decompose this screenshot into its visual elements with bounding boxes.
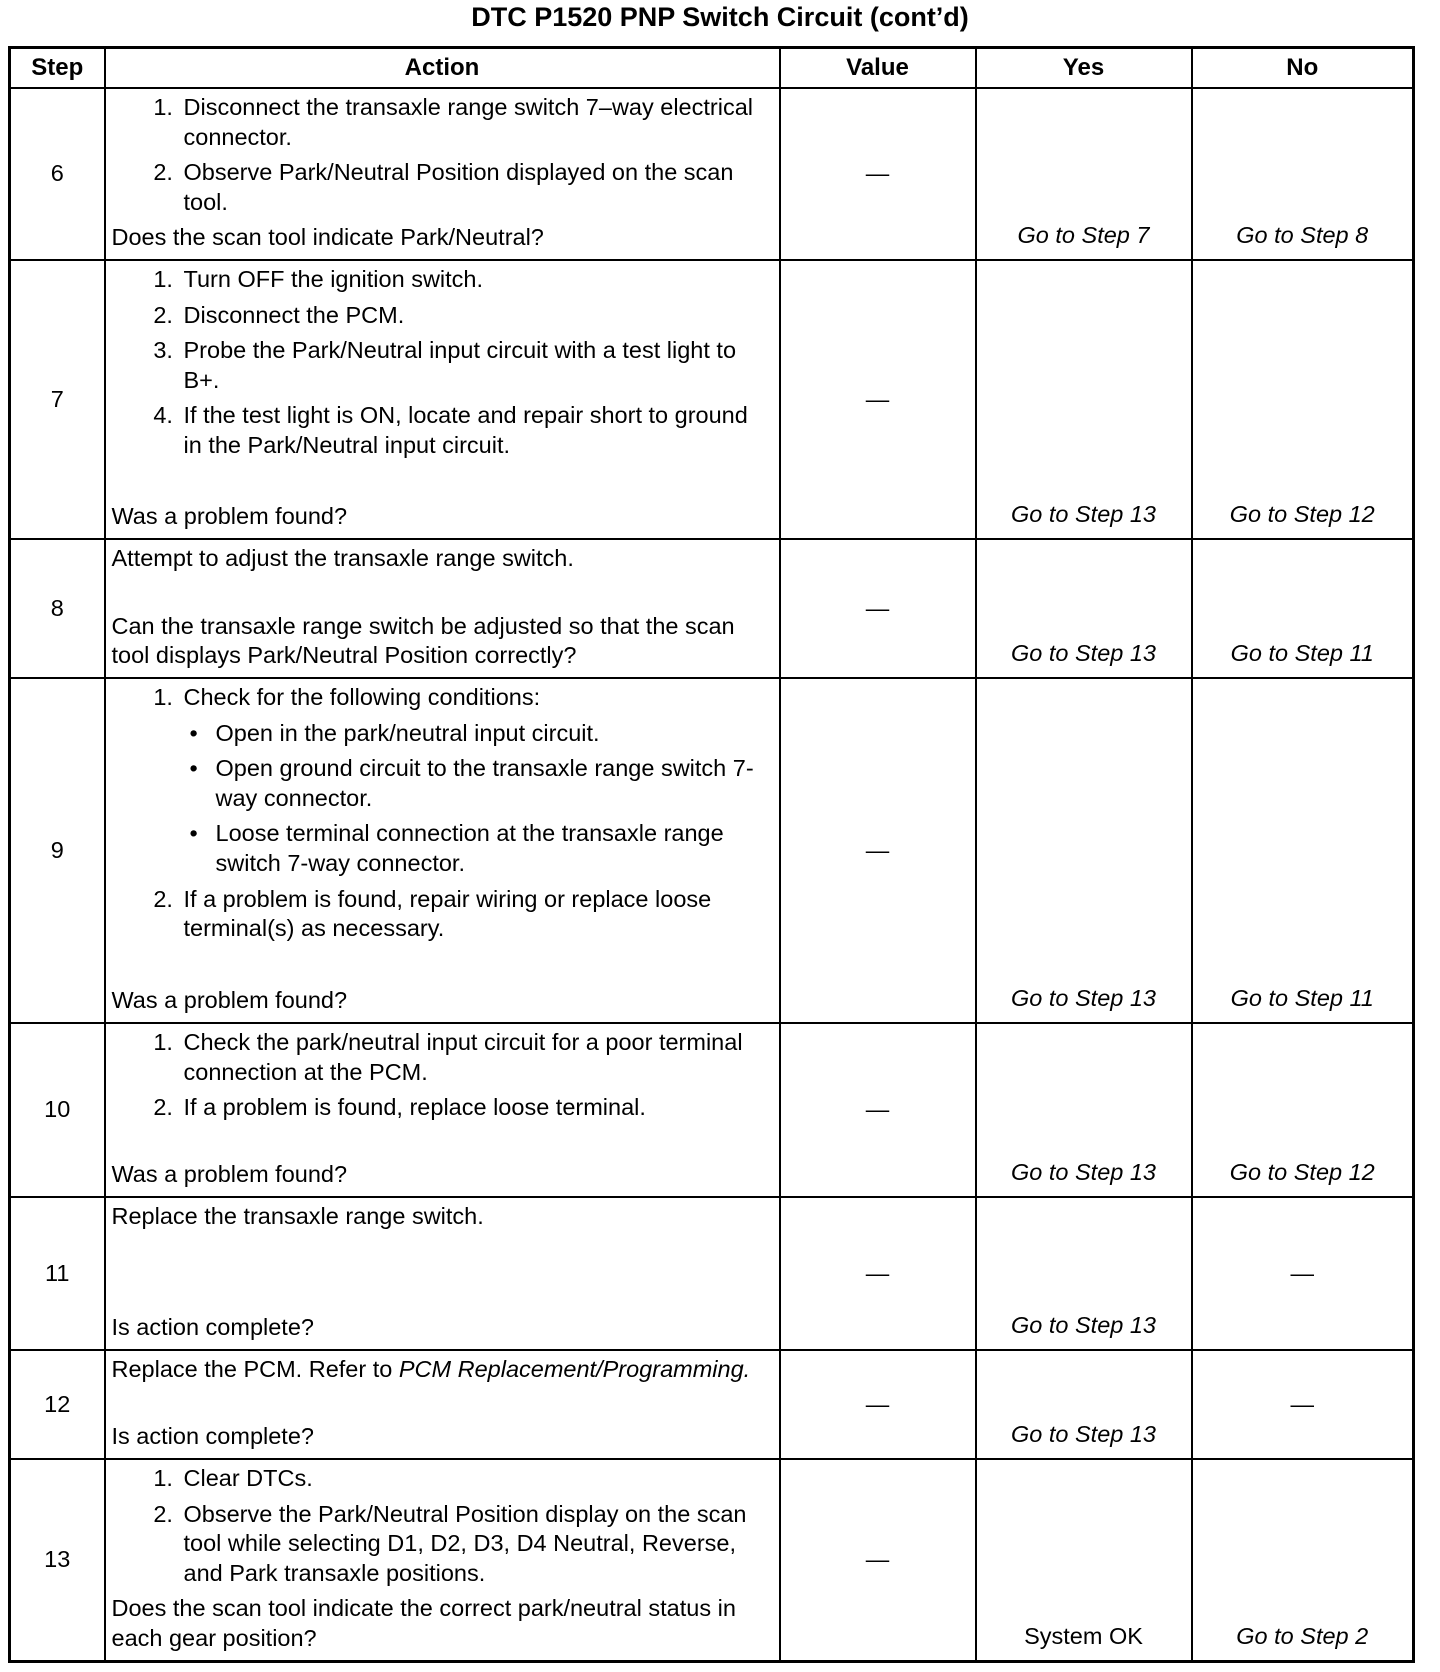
step-number: 12 [10,1350,105,1459]
yes-cell: Go to Step 13 [976,539,1192,678]
action-item: 1. Check the park/neutral input circuit for a poor terminal connection at the PCM. [180,1028,773,1087]
action-question: Does the scan tool indicate Park/Neutral? [111,224,544,251]
step-number: 11 [10,1197,105,1350]
header-value: Value [780,48,976,89]
page-title: DTC P1520 PNP Switch Circuit (cont’d) [471,2,969,32]
no-cell: Go to Step 12 [1192,1023,1414,1197]
no-cell: — [1192,1350,1414,1459]
condition-item: • Open ground circuit to the transaxle range switch 7-way connector. [216,754,773,813]
action-cell [105,88,780,260]
action-item: 1. Clear DTCs. [180,1464,773,1494]
step-number: 7 [10,260,105,539]
table-header-row [10,48,1414,89]
action-item: 2. Observe Park/Neutral Position displayed on the scan tool. [180,158,773,217]
action-cell [105,1197,780,1350]
yes-cell: Go to Step 7 [976,88,1192,260]
step-number: 8 [10,539,105,678]
action-question: Can the transaxle range switch be adjusted so that the scan tool displays Park/Neutral Position correctly? [111,612,735,669]
step-number: 9 [10,678,105,1023]
action-item: 2. If a problem is found, replace loose terminal. [180,1093,773,1123]
table-row [10,539,1414,678]
header-step: Step [10,48,105,89]
step-number: 10 [10,1023,105,1197]
action-text: Replace the transaxle range switch. [111,1203,484,1230]
action-cell [105,678,780,1023]
action-cell [105,1023,780,1197]
condition-list [184,719,773,879]
table-row [10,1350,1414,1459]
action-item-text: Check for the following conditions: [183,684,541,711]
header-action: Action [105,48,780,89]
table-row [10,260,1414,539]
action-cell [105,1350,780,1459]
table-row [10,1197,1414,1350]
action-cell [105,1459,780,1661]
action-cell [105,539,780,678]
action-question: Was a problem found? [111,503,348,530]
diagnostic-table [8,46,1415,1663]
action-question: Was a problem found? [111,1161,348,1188]
no-cell: Go to Step 2 [1192,1459,1414,1661]
value-cell: — [780,678,976,1023]
yes-cell: Go to Step 13 [976,1023,1192,1197]
no-cell: Go to Step 12 [1192,260,1414,539]
table-row [10,678,1414,1023]
value-cell: — [780,1459,976,1661]
action-item: 2. Observe the Park/Neutral Position display on the scan tool while selecting D1, D2, D3, D4 Neutral, Reverse, and Park transaxle positions. [180,1500,773,1589]
table-row [10,1023,1414,1197]
action-question: Is action complete? [111,1423,314,1450]
manual-reference: PCM Replacement/Programming. [398,1356,751,1383]
action-item: 1. Disconnect the transaxle range switch 7–way electrical connector. [180,93,773,152]
action-question: Does the scan tool indicate the correct park/neutral status in each gear position? [111,1595,736,1652]
value-cell: — [780,539,976,678]
header-yes: Yes [976,48,1192,89]
action-text [112,1355,773,1385]
action-question: Is action complete? [111,1314,314,1341]
step-number: 6 [10,88,105,260]
yes-cell: System OK [976,1459,1192,1661]
action-item: 2. Disconnect the PCM. [180,301,773,331]
value-cell: — [780,1197,976,1350]
yes-cell: Go to Step 13 [976,1197,1192,1350]
yes-cell: Go to Step 13 [976,678,1192,1023]
condition-item: • Open in the park/neutral input circuit. [216,719,773,749]
value-cell: — [780,1350,976,1459]
no-cell: Go to Step 11 [1192,539,1414,678]
table-row [10,88,1414,260]
action-item: 1. Turn OFF the ignition switch. [180,265,773,295]
action-question: Was a problem found? [111,987,348,1014]
action-cell [105,260,780,539]
no-cell: — [1192,1197,1414,1350]
header-no: No [1192,48,1414,89]
yes-cell: Go to Step 13 [976,1350,1192,1459]
action-item: 4. If the test light is ON, locate and repair short to ground in the Park/Neutral input circuit. [180,401,773,460]
no-cell: Go to Step 11 [1192,678,1414,1023]
action-item: 2. If a problem is found, repair wiring or replace loose terminal(s) as necessary. [180,885,773,944]
value-cell: — [780,88,976,260]
table-row [10,1459,1414,1661]
value-cell: — [780,260,976,539]
action-item: 3. Probe the Park/Neutral input circuit with a test light to B+. [180,336,773,395]
yes-cell: Go to Step 13 [976,260,1192,539]
action-item [180,683,773,879]
no-cell: Go to Step 8 [1192,88,1414,260]
action-text: Attempt to adjust the transaxle range switch. [111,545,574,572]
condition-item: • Loose terminal connection at the transaxle range switch 7-way connector. [216,819,773,878]
step-number: 13 [10,1459,105,1661]
action-text-plain: Replace the PCM. Refer to [111,1356,393,1383]
value-cell: — [780,1023,976,1197]
